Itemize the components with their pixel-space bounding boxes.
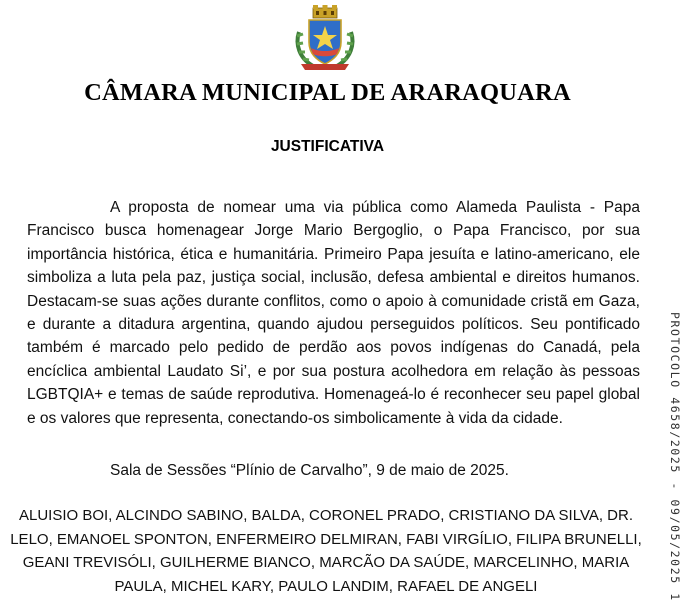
closing-line: Sala de Sessões “Plínio de Carvalho”, 9 de maio de 2025. — [110, 462, 509, 479]
organization-title: CÂMARA MUNICIPAL DE ARARAQUARA — [84, 79, 571, 106]
signatories-list: ALUISIO BOI, ALCINDO SABINO, BALDA, CORONEL PRADO, CRISTIANO DA SILVA, DR. LELO, EMANOEL SPONTON, ENFERMEIRO DELMIRAN, FABI VIRGÍLIO, FILIPA BRUNELLI, GEANI TREVISÓLI, GUILHERME BIANCO, MARCÃO DA SAÚDE, MARCELINHO, MARIA PAULA, MICHEL KARY, PAULO LANDIM, RAFAEL DE ANGELI — [10, 507, 642, 596]
municipal-coat-of-arms-icon — [289, 2, 361, 74]
protocol-stamp: PROTOCOLO 4658/2025 - 09/05/2025 1 — [668, 312, 682, 602]
section-title: JUSTIFICATIVA — [270, 138, 385, 155]
justification-paragraph: A proposta de nomear uma via pública como Alameda Paulista - Papa Francisco busca homenagear Jorge Mario Bergoglio, o Papa Francisco, por sua importância histórica, ética e humanitária. Primeiro Papa jesuíta e latino-americano, ele simboliza a luta pela paz, justiça social, inclusão, defesa ambiental e direitos humanos. Destacam-se suas ações durante conflitos, como o apoio à comunidade cristã em Gaza, e durante a ditadura argentina, quando ajudou perseguidos políticos. Seu pontificado também é marcado pelo pedido de perdão aos povos indígenas do Canadá, pela encíclica ambiental Laudato Si’, e por sua postura acolhedora em relação às pessoas LGBTQIA+ e temas de saúde reprodutiva. Homenageá-lo é reconhecer seu papel global e os valores que representa, conectando-os simbolicamente à vida da cidade. — [27, 199, 640, 427]
